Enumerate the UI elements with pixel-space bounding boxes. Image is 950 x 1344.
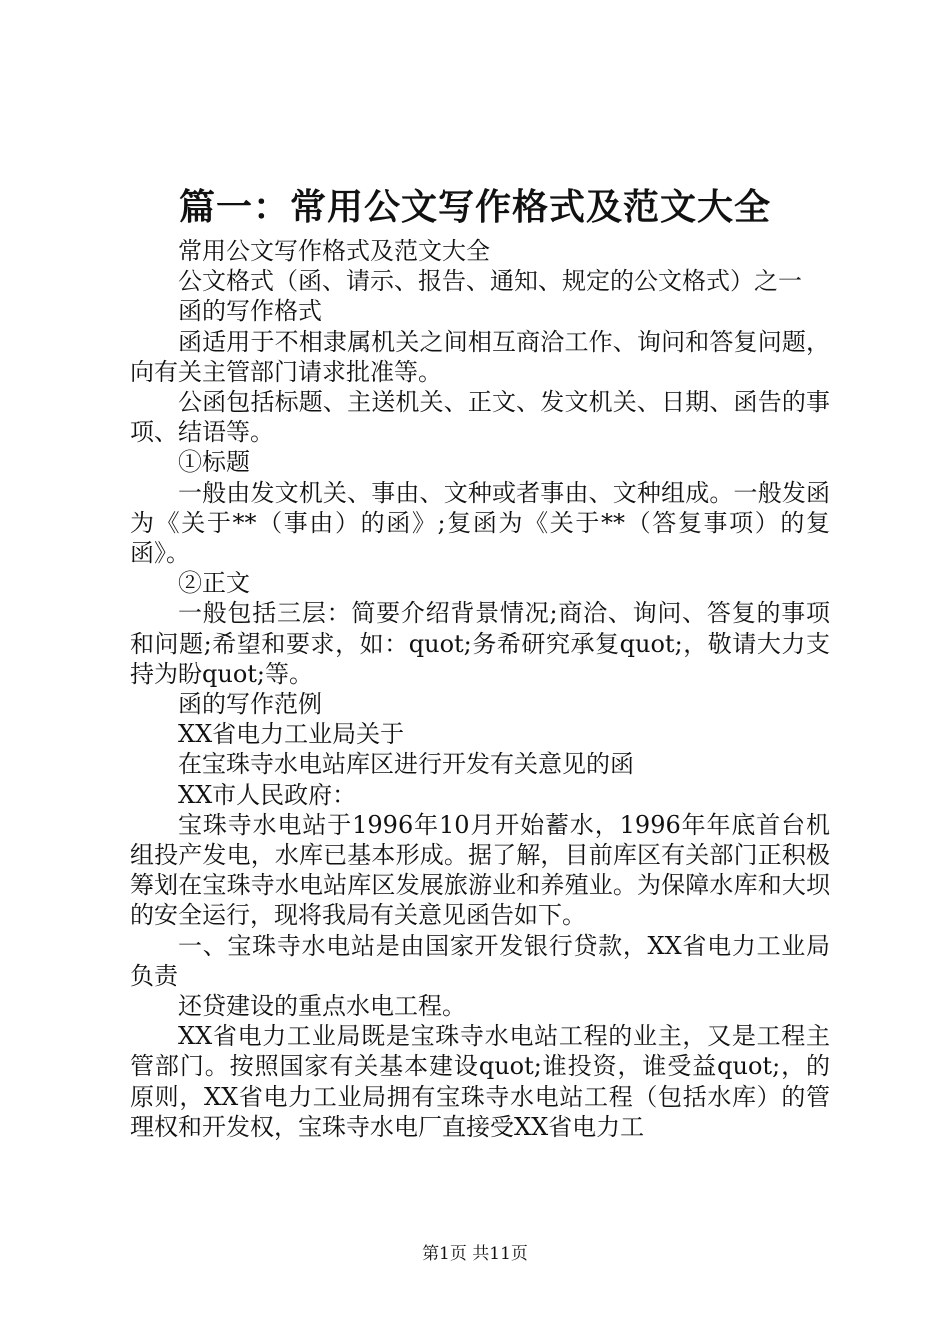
document-body [130,236,830,1142]
paragraph: 函的写作范例 [178,690,322,719]
paragraph: 在宝珠寺水电站库区进行开发有关意见的函 [178,750,634,779]
paragraph: XX省电力工业局既是宝珠寺水电站工程的业主，又是工程主管部门。按照国家有关基本建设quot;谁投资，谁受益quot;，的原则，XX省电力工业局拥有宝珠寺水电站工程（包括水库）的管理权和开发权，宝珠寺水电厂直接受XX省电力工 [130,1022,830,1141]
paragraph: 函适用于不相隶属机关之间相互商洽工作、询问和答复问题，向有关主管部门请求批准等。 [130,327,830,386]
paragraph: ②正文 [178,569,250,598]
paragraph: 一般由发文机关、事由、文种或者事由、文种组成。一般发函为《关于**（事由）的函》;复函为《关于**（答复事项）的复函》。 [130,478,830,568]
paragraph: XX省电力工业局关于 [178,720,405,749]
paragraph: ①标题 [178,448,250,477]
paragraph: 常用公文写作格式及范文大全 [178,237,490,265]
paragraph: 公文格式（函、请示、报告、通知、规定的公文格式）之一 [178,267,802,296]
document-title: 篇一：常用公文写作格式及范文大全 [178,186,771,228]
paragraph: 一般包括三层：简要介绍背景情况;商洽、询问、答复的事项和问题;希望和要求，如：quot;务希研究承复quot;，敬请大力支持为盼quot;等。 [130,599,830,688]
paragraph: 宝珠寺水电站于1996年10月开始蓄水，1996年年底首台机组投产发电，水库已基本形成。据了解，目前库区有关部门正积极筹划在宝珠寺水电站库区发展旅游业和养殖业。为保障水库和大坝的安全运行，现将我局有关意见函告如下。 [130,810,830,930]
paragraph: 函的写作格式 [178,297,322,326]
paragraph: 一、宝珠寺水电站是由国家开发银行贷款，XX省电力工业局负责 [130,931,830,990]
page-number-footer: 第1页 共11页 [422,1244,528,1264]
paragraph: 还贷建设的重点水电工程。 [178,992,466,1021]
paragraph: XX市人民政府： [178,780,357,809]
paragraph: 公函包括标题、主送机关、正文、发文机关、日期、函告的事项、结语等。 [130,388,830,447]
